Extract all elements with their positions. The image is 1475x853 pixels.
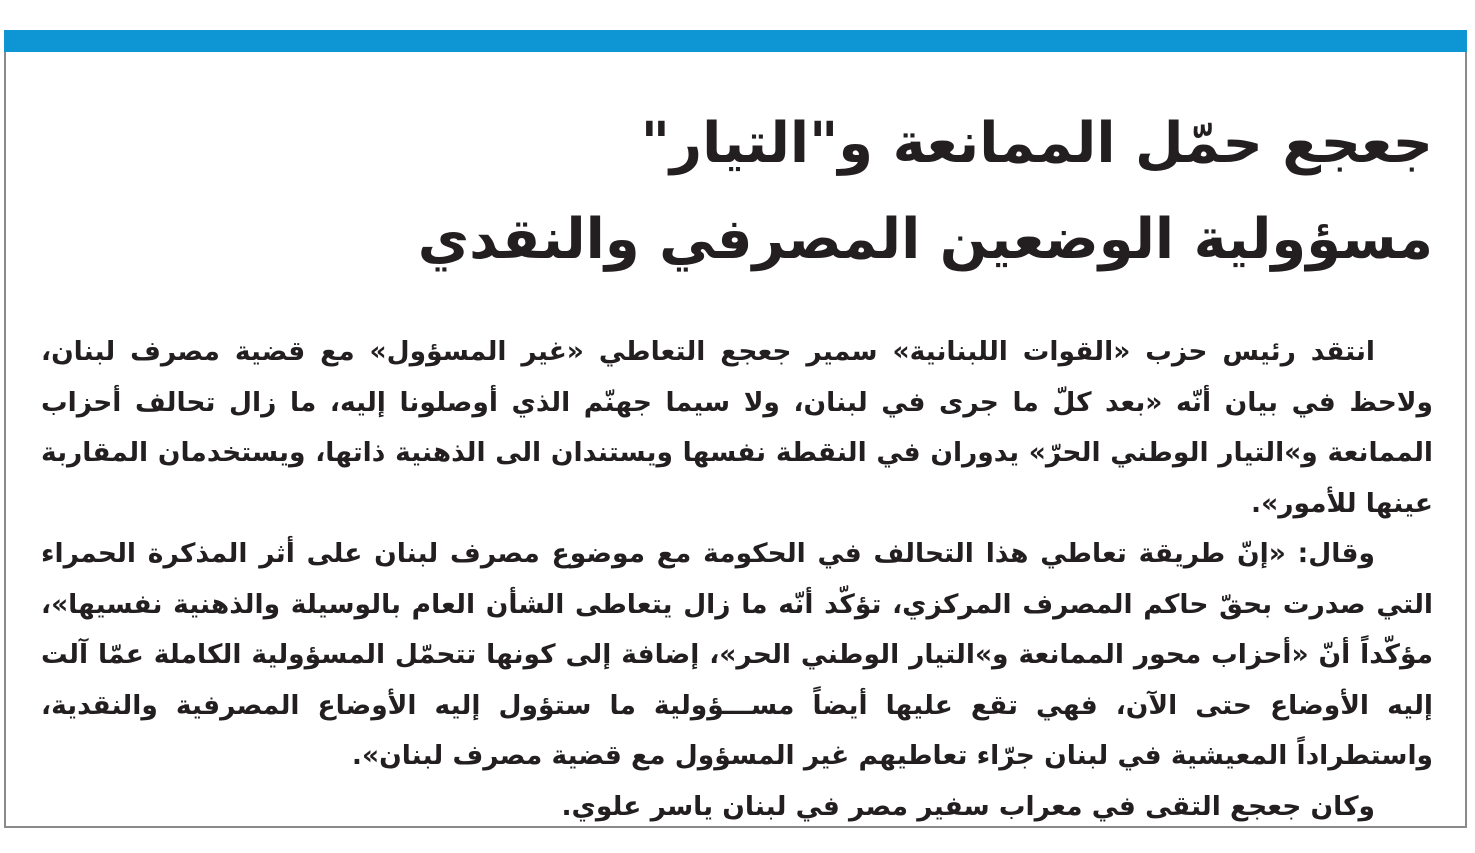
article-headline [233, 96, 1433, 288]
headline-line-1: جعجع حمّل الممانعة و"التيار" [640, 111, 1433, 176]
headline-line-2: مسؤولية الوضعين المصرفي والنقدي [417, 207, 1433, 272]
body-paragraph-1: انتقد رئيس حزب «القوات اللبنانية» سمير جعجع التعاطي «غير المسؤول» مع قضية مصرف لبنان، ولاحظ في بيان أنّه «بعد كلّ ما جرى في لبنان، ولا سيما جهنّم الذي أوصلونا إليه، ما زال تحالف أحزاب الممانعة و»التيار الوطني الحرّ» يدوران في النقطة نفسها ويستندان الى الذهنية ذاتها، ويستخدمان المقاربة عينها للأمور». [41, 336, 1433, 519]
body-paragraph-3: وكان جعجع التقى في معراب سفير مصر في لبنان ياسر علوي. [561, 790, 1375, 822]
accent-top-bar [4, 30, 1467, 52]
article-body [41, 327, 1433, 832]
body-paragraph-2: وقال: «إنّ طريقة تعاطي هذا التحالف في الحكومة مع موضوع مصرف لبنان على أثر المذكرة الحمراء التي صدرت بحقّ حاكم المصرف المركزي، تؤكّد أنّه ما زال يتعاطى الشأن العام بالوسيلة والذهنية نفسيها»، مؤكّداً أنّ «أحزاب محور الممانعة و»التيار الوطني الحر»، إضافة إلى كونها تتحمّل المسؤولية الكاملة عمّا آلت إليه الأوضاع حتى الآن، فهي تقع عليها أيضاً مســـؤولية ما ستؤول إليه الأوضاع المصرفية والنقدية، واستطراداً المعيشية في لبنان جرّاء تعاطيهم غير المسؤول مع قضية مصرف لبنان». [41, 538, 1433, 771]
